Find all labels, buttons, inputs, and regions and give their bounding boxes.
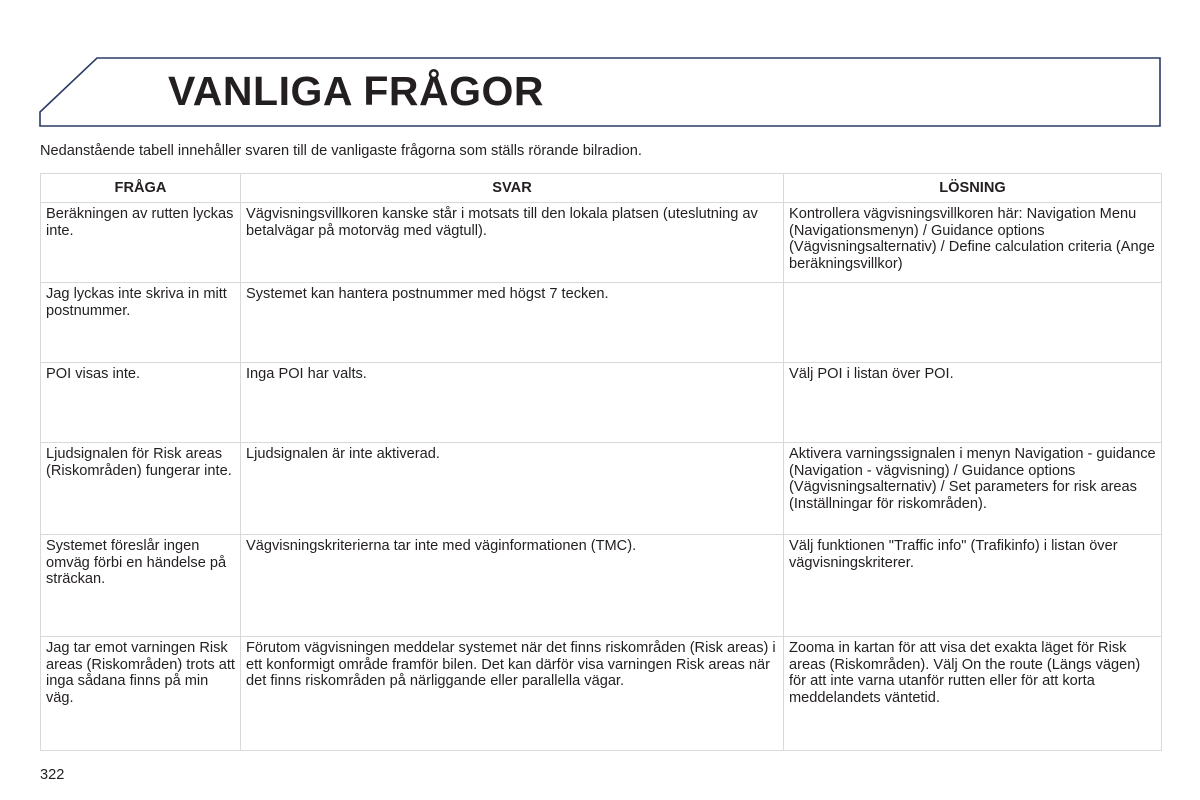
question-cell: POI visas inte. — [41, 363, 241, 443]
answer-cell: Inga POI har valts. — [241, 363, 784, 443]
table-header-row — [41, 174, 1162, 203]
question-cell: Jag tar emot varningen Risk areas (Riskområden) trots att inga sådana finns på min väg. — [41, 637, 241, 751]
table-row — [41, 535, 1162, 637]
solution-cell — [784, 283, 1162, 363]
solution-cell: Aktivera varningssignalen i menyn Navigation - guidance (Navigation - vägvisning) / Guidance options (Vägvisningsalternativ) / Set parameters for risk areas (Inställningar för riskområden). — [784, 443, 1162, 535]
faq-table — [40, 173, 1162, 751]
answer-cell: Förutom vägvisningen meddelar systemet när det finns riskområden (Risk areas) i ett konformigt område framför bilen. Det kan därför visa varningen Risk areas när det finns riskområden på närliggande eller parallella vägar. — [241, 637, 784, 751]
page-title: VANLIGA FRÅGOR — [168, 68, 544, 114]
answer-cell: Systemet kan hantera postnummer med högst 7 tecken. — [241, 283, 784, 363]
question-cell: Jag lyckas inte skriva in mitt postnummer. — [41, 283, 241, 363]
answer-cell: Vägvisningskriterierna tar inte med väginformationen (TMC). — [241, 535, 784, 637]
answer-cell: Ljudsignalen är inte aktiverad. — [241, 443, 784, 535]
intro-text: Nedanstående tabell innehåller svaren till de vanligaste frågorna som ställs rörande bilradion. — [40, 143, 642, 159]
table-row — [41, 637, 1162, 751]
table-row — [41, 203, 1162, 283]
solution-cell: Välj funktionen "Traffic info" (Trafikinfo) i listan över vägvisningskriterer. — [784, 535, 1162, 637]
table-row — [41, 443, 1162, 535]
solution-cell: Kontrollera vägvisningsvillkoren här: Navigation Menu (Navigationsmenyn) / Guidance options (Vägvisningsalternativ) / Define calculation criteria (Ange beräkningsvillkor) — [784, 203, 1162, 283]
page-number: 322 — [40, 767, 65, 783]
column-header-solution: LÖSNING — [784, 174, 1162, 203]
question-cell: Beräkningen av rutten lyckas inte. — [41, 203, 241, 283]
column-header-answer: SVAR — [241, 174, 784, 203]
solution-cell: Välj POI i listan över POI. — [784, 363, 1162, 443]
answer-cell: Vägvisningsvillkoren kanske står i motsats till den lokala platsen (uteslutning av betalvägar på motorväg med vägtull). — [241, 203, 784, 283]
column-header-question: FRÅGA — [41, 174, 241, 203]
question-cell: Ljudsignalen för Risk areas (Riskområden) fungerar inte. — [41, 443, 241, 535]
table-row — [41, 363, 1162, 443]
question-cell: Systemet föreslår ingen omväg förbi en händelse på sträckan. — [41, 535, 241, 637]
table-row — [41, 283, 1162, 363]
solution-cell: Zooma in kartan för att visa det exakta läget för Risk areas (Riskområden). Välj On the route (Längs vägen) för att inte varna utanför rutten eller för att korta meddelandets väntetid. — [784, 637, 1162, 751]
